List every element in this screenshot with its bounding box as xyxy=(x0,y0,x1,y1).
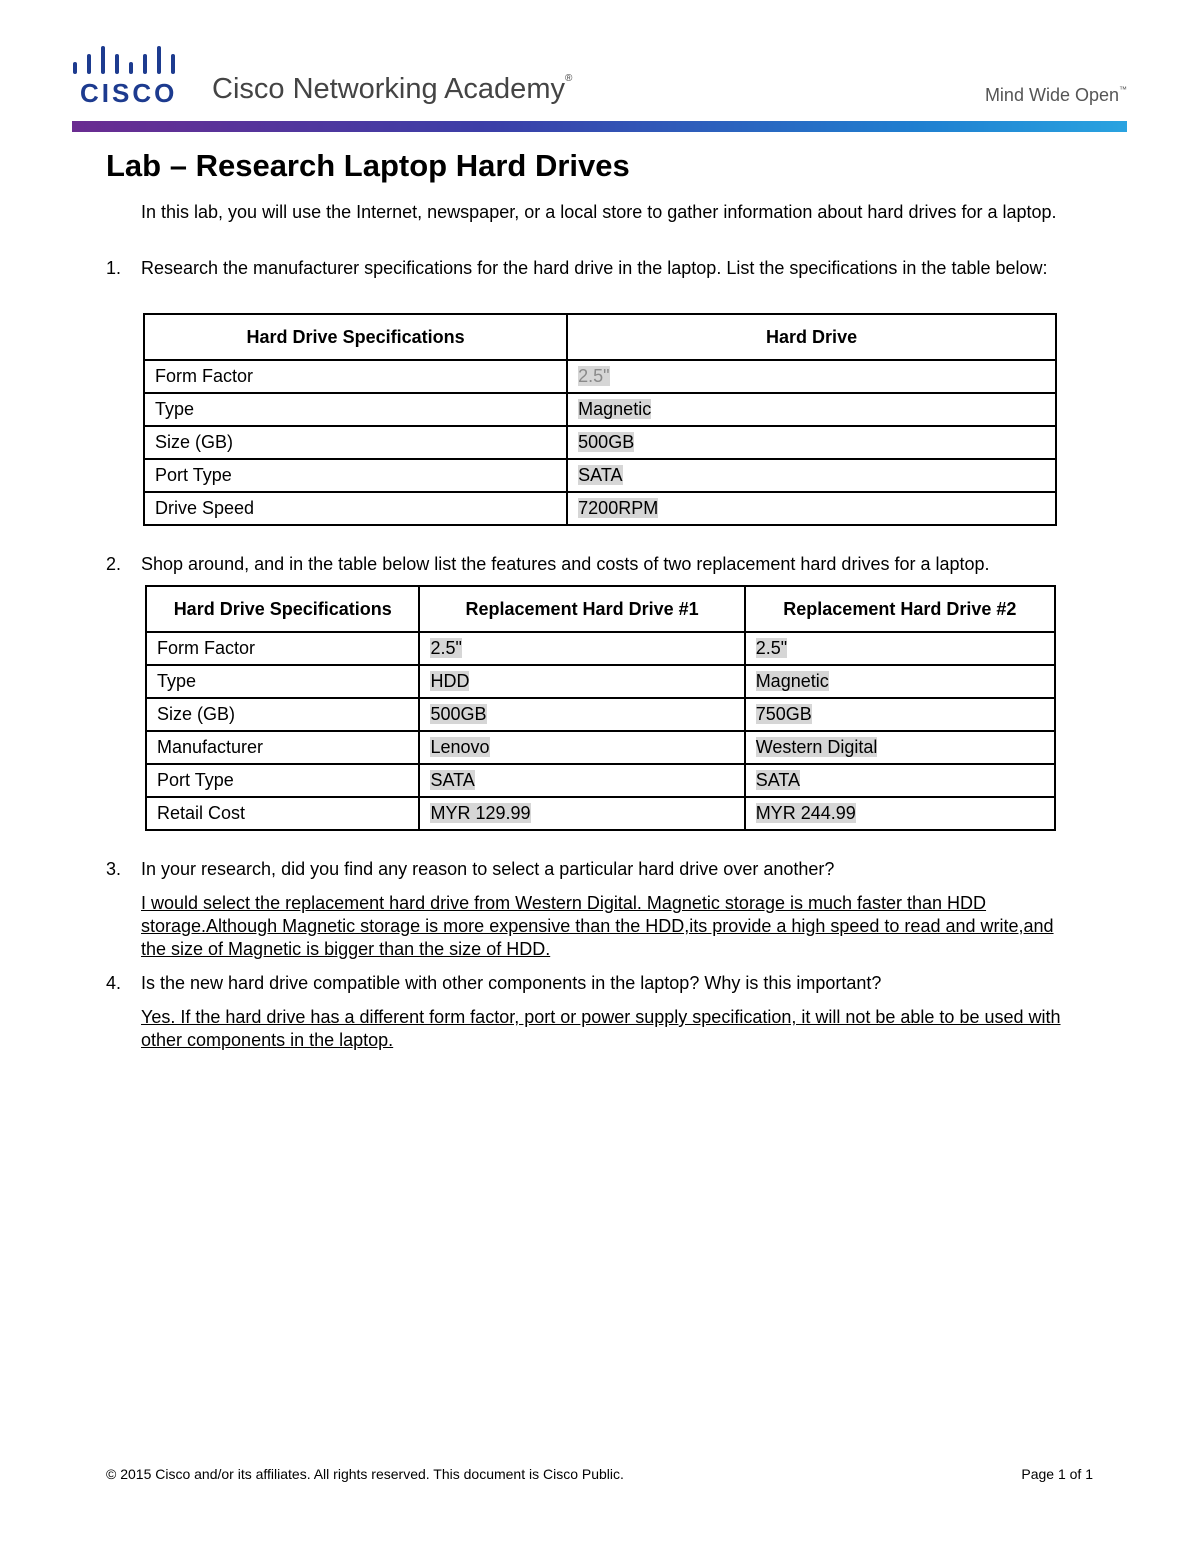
table-row xyxy=(146,731,1055,764)
spec-label: Form Factor xyxy=(146,632,419,665)
spec-label: Drive Speed xyxy=(144,492,567,525)
step-3-answer[interactable]: I would select the replacement hard drive from Western Digital. Magnetic storage is much faster than HDD storage.Although Magnetic storage is more expensive than the HDD,its provide a high speed to read and write,and the size of Magnetic is bigger than the size of HDD. xyxy=(141,893,1054,959)
step-2-number: 2. xyxy=(106,554,122,574)
form-field-value[interactable]: Western Digital xyxy=(755,737,878,757)
drive1-value[interactable] xyxy=(419,665,744,698)
table-row xyxy=(144,492,1056,525)
spec-label: Type xyxy=(144,393,567,426)
drive2-value[interactable] xyxy=(745,698,1055,731)
academy-name: Cisco Networking Academy® xyxy=(212,73,573,105)
table-header-cell: Hard Drive xyxy=(567,314,1056,360)
form-field-value[interactable]: SATA xyxy=(578,465,623,485)
drive2-value[interactable] xyxy=(745,665,1055,698)
table-row xyxy=(144,426,1056,459)
step-3-text: In your research, did you find any reason to select a particular hard drive over another? xyxy=(141,859,835,879)
form-field-value[interactable]: 7200RPM xyxy=(578,498,659,518)
spec-label: Port Type xyxy=(146,764,419,797)
table-header-cell: Replacement Hard Drive #1 xyxy=(419,586,744,632)
table-header-row xyxy=(146,586,1055,632)
drive1-value[interactable] xyxy=(419,698,744,731)
table-row xyxy=(144,393,1056,426)
spec-label: Retail Cost xyxy=(146,797,419,830)
table-header-row xyxy=(144,314,1056,360)
step-4-number: 4. xyxy=(106,973,122,993)
drive2-value[interactable] xyxy=(745,731,1055,764)
step-3-number: 3. xyxy=(106,859,122,879)
form-field-value[interactable]: 2.5" xyxy=(430,638,462,658)
document-header xyxy=(0,0,1200,140)
drive2-value[interactable] xyxy=(745,764,1055,797)
form-field-value[interactable]: 2.5" xyxy=(578,366,610,386)
replacement-drive-table xyxy=(145,585,1056,831)
drive1-value[interactable] xyxy=(419,632,744,665)
table-row xyxy=(144,360,1056,393)
spec-value[interactable] xyxy=(567,492,1056,525)
form-field-value[interactable]: MYR 129.99 xyxy=(430,803,531,823)
step-1-number: 1. xyxy=(106,258,122,278)
form-field-value[interactable]: Magnetic xyxy=(755,671,829,691)
form-field-value[interactable]: SATA xyxy=(755,770,801,790)
table-row xyxy=(146,698,1055,731)
spec-value[interactable] xyxy=(567,360,1056,393)
step-4-text: Is the new hard drive compatible with other components in the laptop? Why is this important? xyxy=(141,973,882,993)
spec-label: Port Type xyxy=(144,459,567,492)
drive1-value[interactable] xyxy=(419,764,744,797)
table-header-cell: Replacement Hard Drive #2 xyxy=(745,586,1055,632)
form-field-value[interactable]: 750GB xyxy=(755,704,812,724)
tagline: Mind Wide Open™ xyxy=(984,85,1127,105)
form-field-value[interactable]: HDD xyxy=(430,671,470,691)
cisco-bars-icon xyxy=(72,44,184,78)
page-title: Lab – Research Laptop Hard Drives xyxy=(106,148,630,183)
copyright-footer: © 2015 Cisco and/or its affiliates. All rights reserved. This document is Cisco Public. xyxy=(106,1466,624,1482)
form-field-value[interactable]: 2.5" xyxy=(755,638,788,658)
spec-value[interactable] xyxy=(567,426,1056,459)
step-1-text: Research the manufacturer specifications for the hard drive in the laptop. List the specifications in the table below: xyxy=(141,258,1048,278)
spec-value[interactable] xyxy=(567,393,1056,426)
spec-label: Manufacturer xyxy=(146,731,419,764)
spec-label: Type xyxy=(146,665,419,698)
form-field-value[interactable]: SATA xyxy=(430,770,475,790)
table-row xyxy=(146,764,1055,797)
form-field-value[interactable]: MYR 244.99 xyxy=(755,803,856,823)
intro-text: In this lab, you will use the Internet, newspaper, or a local store to gather information about hard drives for a laptop. xyxy=(141,202,1057,222)
current-drive-table xyxy=(143,313,1057,526)
step-2-text: Shop around, and in the table below list the features and costs of two replacement hard drives for a laptop. xyxy=(141,554,990,574)
drive1-value[interactable] xyxy=(419,731,744,764)
spec-label: Size (GB) xyxy=(146,698,419,731)
table-row xyxy=(146,632,1055,665)
table-row xyxy=(144,459,1056,492)
drive2-value[interactable] xyxy=(745,632,1055,665)
drive2-value[interactable] xyxy=(745,797,1055,830)
table-row xyxy=(146,665,1055,698)
table-row xyxy=(146,797,1055,830)
step-4-answer[interactable]: Yes. If the hard drive has a different form factor, port or power supply specification, it will not be able to be used with other components in the laptop. xyxy=(141,1007,1061,1050)
form-field-value[interactable]: Magnetic xyxy=(578,399,652,419)
form-field-value[interactable]: Lenovo xyxy=(430,737,490,757)
form-field-value[interactable]: 500GB xyxy=(578,432,635,452)
spec-label: Size (GB) xyxy=(144,426,567,459)
form-field-value[interactable]: 500GB xyxy=(430,704,487,724)
spec-label: Form Factor xyxy=(144,360,567,393)
table-header-cell: Hard Drive Specifications xyxy=(144,314,567,360)
spec-value[interactable] xyxy=(567,459,1056,492)
page-number: Page 1 of 1 xyxy=(1021,1466,1093,1482)
table-header-cell: Hard Drive Specifications xyxy=(146,586,419,632)
header-gradient-bar xyxy=(72,121,1127,132)
cisco-logo-text: CISCO xyxy=(80,78,178,108)
drive1-value[interactable] xyxy=(419,797,744,830)
